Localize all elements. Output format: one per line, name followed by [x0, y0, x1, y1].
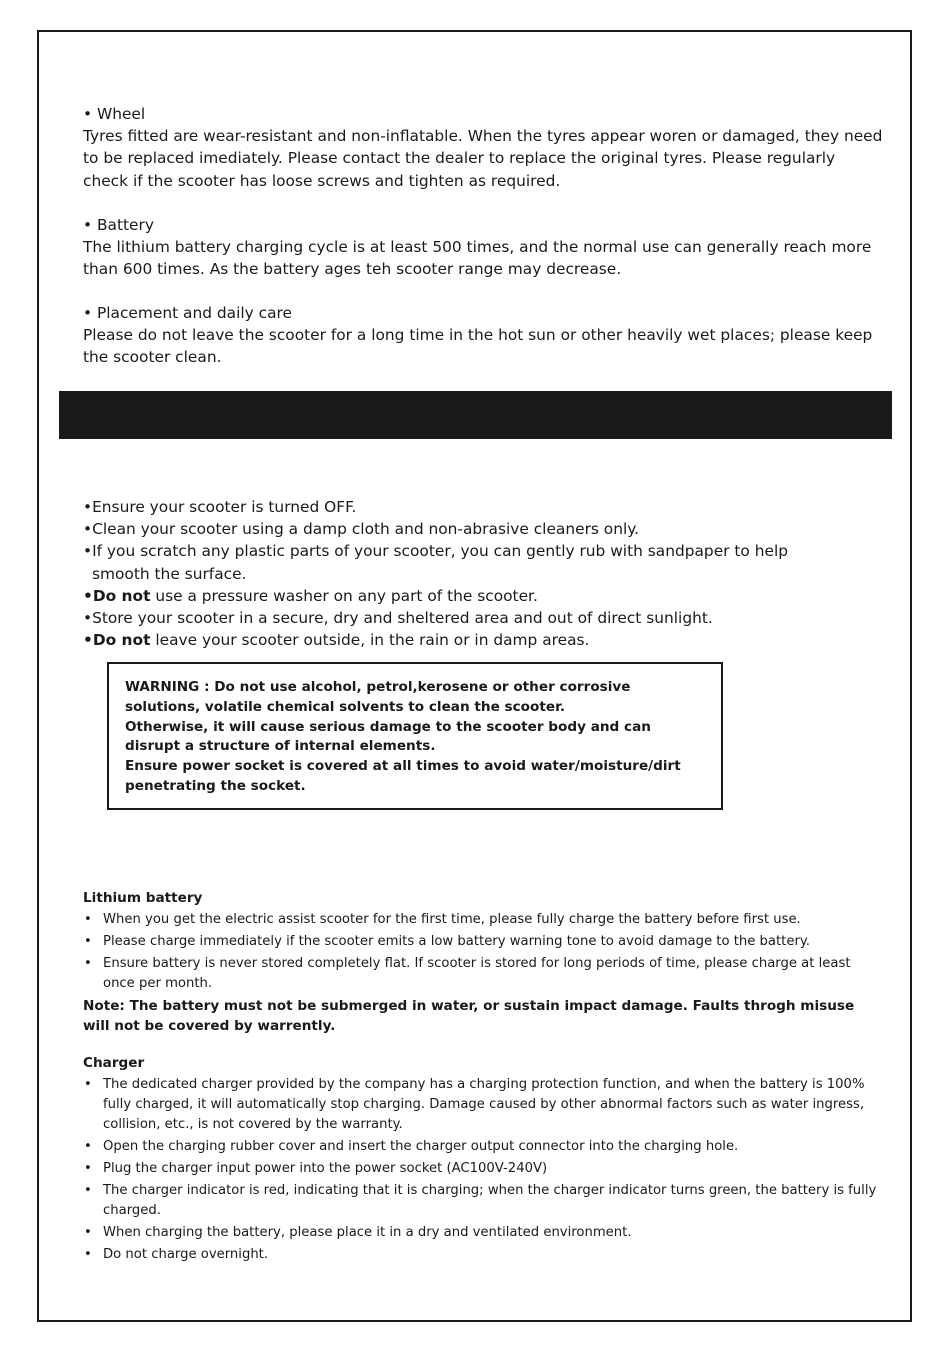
warning-box [107, 662, 723, 810]
warning-line: Ensure power socket is covered at all times to avoid water/moisture/dirt penetrating the socket. [125, 758, 681, 794]
battery-heading: • Battery [83, 216, 154, 234]
charger-section [83, 1053, 883, 1267]
charger-list [83, 1075, 883, 1265]
battery-note: Note: The battery must not be submerged in water, or sustain impact damage. Faults throgh misuse will not be covered by warrently. [83, 998, 855, 1034]
lithium-battery-list [83, 910, 883, 994]
placement-section [83, 302, 883, 369]
warning-line: WARNING : Do not use alcohol, petrol,kerosene or other corrosive solutions, volatile chemical solvents to clean the scooter. [125, 679, 631, 715]
cleaning-item [83, 629, 883, 651]
list-item: • Do not charge overnight. [83, 1245, 883, 1265]
cleaning-item: •Clean your scooter using a damp cloth and non-abrasive cleaners only. [83, 520, 640, 539]
do-not-emphasis: •Do not [83, 586, 151, 605]
wheel-text: Tyres fitted are wear-resistant and non-inflatable. When the tyres appear woren or damaged, they need to be replaced imediately. Please contact the dealer to replace the original tyres. Please regularly check if the scooter has loose screws and tighten as required. [83, 127, 883, 190]
cleaning-item [83, 585, 883, 607]
lithium-battery-title: Lithium battery [83, 890, 203, 906]
battery-section [83, 214, 883, 281]
cleaning-item: •If you scratch any plastic parts of your scooter, you can gently rub with sandpaper to help [83, 542, 789, 561]
warning-line: Otherwise, it will cause serious damage to the scooter body and can disrupt a structure of internal elements. [125, 718, 651, 755]
charger-title: Charger [83, 1055, 145, 1071]
list-item: • Please charge immediately if the scooter emits a low battery warning tone to avoid damage to the battery. [83, 932, 883, 952]
cleaning-item: •Ensure your scooter is turned OFF. [83, 498, 357, 516]
list-item: • Open the charging rubber cover and insert the charger output connector into the charging hole. [83, 1137, 883, 1157]
wheel-section [83, 103, 883, 192]
list-item: • The charger indicator is red, indicating that it is charging; when the charger indicator turns green, the battery is fully charged. [83, 1181, 883, 1221]
cleaning-item-continued: smooth the surface. [92, 564, 247, 583]
list-item: • Plug the charger input power into the power socket (AC100V-240V) [83, 1159, 883, 1179]
placement-text: Please do not leave the scooter for a long time in the hot sun or other heavily wet places; please keep the scooter clean. [83, 326, 873, 367]
cleaning-item-text: use a pressure washer on any part of the scooter. [150, 586, 538, 605]
list-item: • The dedicated charger provided by the company has a charging protection function, and when the battery is 100% fully charged, it will automatically stop charging. Damage caused by other abnormal factors such as water ingress, collision, etc., is not covered by the warranty. [83, 1075, 883, 1135]
cleaning-list [83, 496, 883, 651]
wheel-heading: • Wheel [83, 105, 146, 123]
placement-heading: • Placement and daily care [83, 304, 292, 322]
cleaning-item-text: leave your scooter outside, in the rain or in damp areas. [150, 631, 590, 650]
list-item: • When charging the battery, please place it in a dry and ventilated environment. [83, 1223, 883, 1243]
list-item: • Ensure battery is never stored completely flat. If scooter is stored for long periods of time, please charge at least once per month. [83, 954, 883, 994]
section-header-bar [59, 391, 892, 439]
list-item: • When you get the electric assist scooter for the first time, please fully charge the battery before first use. [83, 910, 883, 930]
lithium-battery-section [83, 888, 883, 1036]
cleaning-item: •Store your scooter in a secure, dry and sheltered area and out of direct sunlight. [83, 609, 713, 628]
do-not-emphasis: •Do not [83, 631, 151, 650]
battery-text: The lithium battery charging cycle is at least 500 times, and the normal use can generally reach more than 600 times. As the battery ages teh scooter range may decrease. [83, 238, 872, 279]
